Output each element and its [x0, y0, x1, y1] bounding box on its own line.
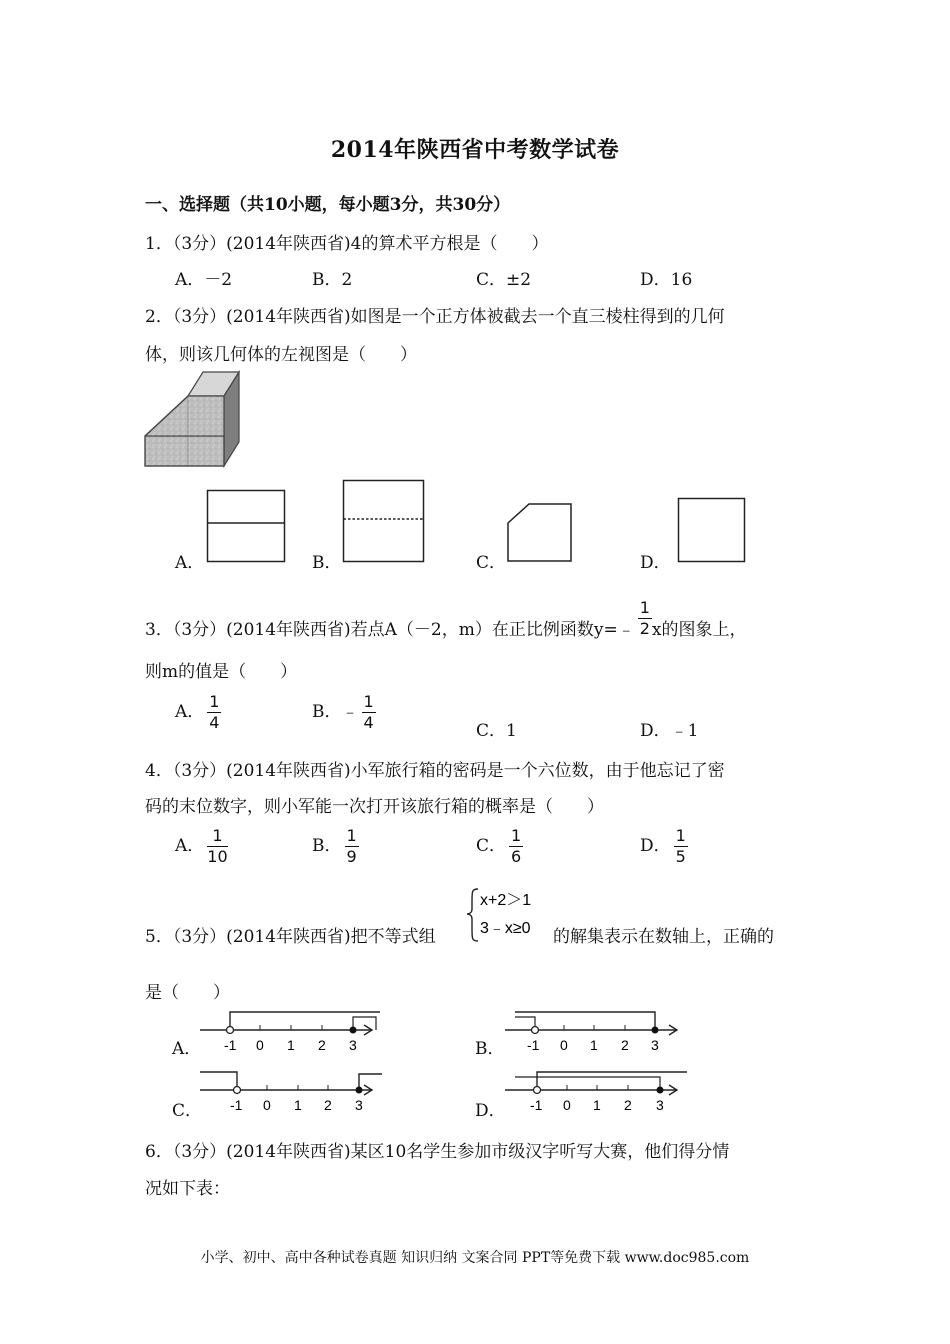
q5-a-tick-3: 3 — [349, 1037, 357, 1053]
q4-a-num: 1 — [207, 828, 227, 847]
q3-a-den: 4 — [209, 713, 220, 732]
q5-d-tick-1: 1 — [593, 1097, 601, 1113]
q3-fraction-b — [362, 694, 376, 731]
q5-a-tick-neg1: -1 — [224, 1037, 237, 1053]
q3-b-num: 1 — [363, 692, 374, 711]
q4-label-d: D． — [640, 836, 671, 856]
question-3-line2: 则m的值是（ ） — [145, 662, 298, 682]
q4-option-a — [175, 828, 228, 865]
q3-fraction — [638, 600, 652, 637]
q5-d-tick-3: 3 — [656, 1097, 664, 1113]
question-5-line2: 是（ ） — [145, 983, 230, 1003]
q1-option-b: B．2 — [312, 270, 353, 290]
q3-b-sign: ﹣ — [341, 702, 359, 722]
q3-label-c: C． — [476, 721, 507, 741]
q5-b-tick-1: 1 — [590, 1037, 598, 1053]
question-3-text-after: x的图象上， — [651, 620, 747, 640]
q5-label-d: D． — [475, 1101, 506, 1121]
question-3-text-before: 3．（3分）(2014年陕西省)若点A（－2，m）在正比例函数y=﹣ — [145, 620, 635, 640]
q5-numberline-c — [200, 1068, 384, 1118]
q5-d-tick-0: 0 — [563, 1097, 571, 1113]
q4-fraction-c — [509, 828, 523, 865]
q1-option-a: A．－2 — [175, 270, 233, 290]
q5-a-tick-1: 1 — [287, 1037, 295, 1053]
q2-view-c — [507, 503, 573, 565]
q5-a-tick-0: 0 — [256, 1037, 264, 1053]
q1-option-d: D．16 — [640, 270, 693, 290]
q4-a-den: 10 — [207, 847, 228, 866]
q3-label-d: D． — [640, 721, 671, 741]
q4-label-b: B． — [312, 836, 342, 856]
q4-option-c — [476, 828, 523, 865]
q2-label-b: B． — [312, 553, 342, 573]
q5-b-tick-3: 3 — [651, 1037, 659, 1053]
q5-b-tick-2: 2 — [621, 1037, 629, 1053]
q5-label-c: C． — [172, 1101, 203, 1121]
q5-numberline-b — [505, 1008, 687, 1058]
q4-option-b — [312, 828, 359, 865]
q3-option-a — [175, 694, 221, 731]
q3-c-value: 1 — [506, 721, 517, 741]
q5-label-a: A． — [172, 1039, 202, 1059]
q5-numberline-a — [200, 1008, 382, 1058]
q2-label-a: A． — [175, 553, 205, 573]
q3-option-c — [476, 716, 517, 741]
question-1: 1．（3分）(2014年陕西省)4的算术平方根是（ ） — [145, 234, 549, 254]
q5-c-tick-0: 0 — [263, 1097, 271, 1113]
q5-c-tick-3: 3 — [355, 1097, 363, 1113]
q5-d-tick-2: 2 — [624, 1097, 632, 1113]
q4-label-a: A． — [175, 836, 205, 856]
question-2-line2: 体，则该几何体的左视图是（ ） — [145, 345, 417, 365]
q5-system-line1: x+2＞1 — [480, 892, 532, 909]
q4-fraction-a — [207, 828, 227, 865]
page-title: 2014年陕西省中考数学试卷 — [330, 137, 620, 163]
q5-d-tick-neg1: -1 — [530, 1097, 543, 1113]
question-4-line2: 码的末位数字，则小军能一次打开该旅行箱的概率是（ ） — [145, 797, 604, 817]
q5-label-b: B． — [475, 1039, 505, 1059]
q3-a-num: 1 — [209, 692, 220, 711]
q5-a-tick-2: 2 — [318, 1037, 326, 1053]
q2-view-d — [678, 498, 746, 564]
question-5-text-after: 的解集表示在数轴上，正确的 — [553, 927, 774, 947]
q4-d-num: 1 — [675, 826, 686, 845]
question-6-line1: 6．（3分）(2014年陕西省)某区10名学生参加市级汉字听写大赛，他们得分情 — [145, 1142, 730, 1162]
q3-option-d — [640, 716, 698, 741]
q5-c-tick-neg1: -1 — [230, 1097, 243, 1113]
q3-fraction-a — [207, 694, 221, 731]
q3-fraction-num: 1 — [639, 598, 650, 617]
q5-numberline-d — [505, 1068, 689, 1118]
q2-label-d: D． — [640, 553, 671, 573]
q5-c-tick-2: 2 — [324, 1097, 332, 1113]
q4-c-den: 6 — [511, 847, 522, 866]
q5-inequality-system — [466, 885, 556, 943]
q4-option-d — [640, 828, 688, 865]
q5-b-tick-0: 0 — [560, 1037, 568, 1053]
q4-c-num: 1 — [511, 826, 522, 845]
q3-option-b — [312, 694, 376, 731]
question-6-line2: 况如下表： — [145, 1179, 230, 1199]
q2-view-b — [343, 480, 425, 564]
q4-d-den: 5 — [675, 847, 686, 866]
q3-label-a: A． — [175, 702, 205, 722]
q5-system-line2: 3﹣x≥0 — [480, 920, 531, 937]
q4-fraction-d — [674, 828, 688, 865]
q5-b-tick-neg1: -1 — [527, 1037, 540, 1053]
q3-fraction-den: 2 — [639, 619, 650, 638]
section-heading: 一、选择题（共10小题，每小题3分，共30分） — [145, 195, 511, 215]
q4-label-c: C． — [476, 836, 507, 856]
q1-option-c: C．±2 — [476, 270, 532, 290]
q3-label-b: B． — [312, 702, 342, 722]
q3-b-den: 4 — [363, 713, 374, 732]
q3-d-value: ﹣1 — [670, 721, 699, 741]
question-4-line1: 4．（3分）(2014年陕西省)小军旅行箱的密码是一个六位数，由于他忘记了密 — [145, 761, 725, 781]
q2-label-c: C． — [476, 553, 507, 573]
q4-b-den: 9 — [346, 847, 357, 866]
q4-b-num: 1 — [346, 826, 357, 845]
q2-view-a — [207, 490, 287, 564]
page-footer: 小学、初中、高中各种试卷真题 知识归纳 文案合同 PPT等免费下载 www.doc985.com — [200, 1250, 750, 1266]
q2-solid-figure — [140, 368, 245, 470]
q4-fraction-b — [345, 828, 359, 865]
q5-c-tick-1: 1 — [294, 1097, 302, 1113]
question-2-line1: 2．（3分）(2014年陕西省)如图是一个正方体被截去一个直三棱柱得到的几何 — [145, 307, 725, 327]
question-5-text-before: 5．（3分）(2014年陕西省)把不等式组 — [145, 927, 436, 947]
question-3-line1 — [145, 598, 747, 649]
